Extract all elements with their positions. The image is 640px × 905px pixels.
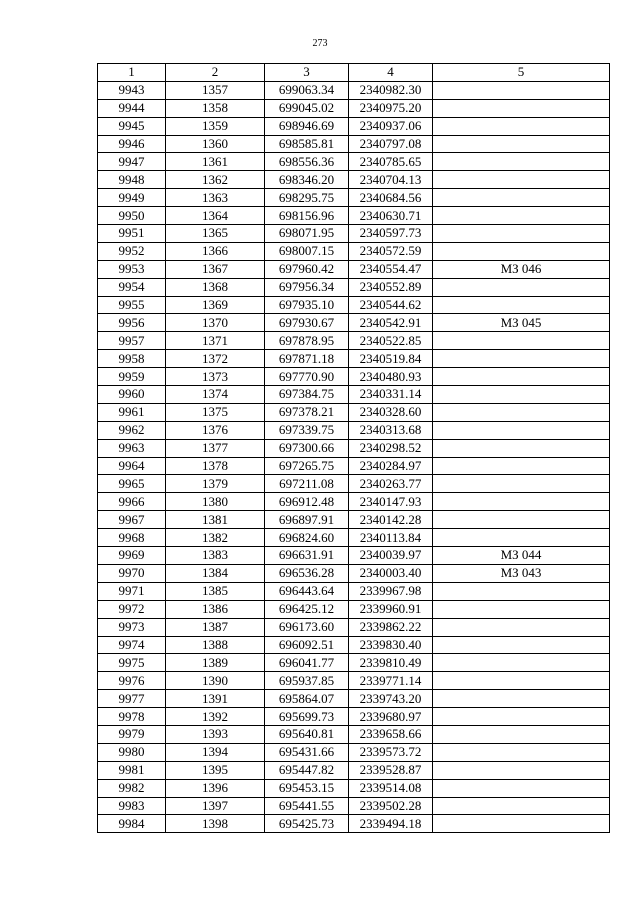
y-coordinate-cell: 2339680.97 <box>349 708 433 726</box>
sequence-number-cell: 1360 <box>166 135 265 153</box>
sequence-number-cell: 1381 <box>166 511 265 529</box>
sequence-number-cell: 1386 <box>166 600 265 618</box>
note-cell <box>433 708 610 726</box>
sequence-number-cell: 1392 <box>166 708 265 726</box>
sequence-number-cell: 1366 <box>166 242 265 260</box>
table-row <box>98 350 610 368</box>
y-coordinate-cell: 2339862.22 <box>349 618 433 636</box>
point-number-cell: 9971 <box>98 582 166 600</box>
table-row <box>98 708 610 726</box>
table-row <box>98 332 610 350</box>
point-number-cell: 9955 <box>98 296 166 314</box>
point-number-cell: 9948 <box>98 171 166 189</box>
note-cell <box>433 529 610 547</box>
note-cell <box>433 743 610 761</box>
table-row <box>98 672 610 690</box>
note-cell <box>433 618 610 636</box>
point-number-cell: 9943 <box>98 81 166 99</box>
point-number-cell: 9951 <box>98 225 166 243</box>
y-coordinate-cell: 2339528.87 <box>349 761 433 779</box>
table-row <box>98 493 610 511</box>
x-coordinate-cell: 695864.07 <box>265 690 349 708</box>
table-row <box>98 725 610 743</box>
column-header-5: 5 <box>433 64 610 82</box>
sequence-number-cell: 1362 <box>166 171 265 189</box>
point-number-cell: 9964 <box>98 457 166 475</box>
sequence-number-cell: 1361 <box>166 153 265 171</box>
note-cell <box>433 99 610 117</box>
y-coordinate-cell: 2340331.14 <box>349 386 433 404</box>
note-cell <box>433 797 610 815</box>
point-number-cell: 9962 <box>98 421 166 439</box>
column-header-4: 4 <box>349 64 433 82</box>
x-coordinate-cell: 698556.36 <box>265 153 349 171</box>
sequence-number-cell: 1388 <box>166 636 265 654</box>
y-coordinate-cell: 2340544.62 <box>349 296 433 314</box>
point-number-cell: 9983 <box>98 797 166 815</box>
x-coordinate-cell: 697265.75 <box>265 457 349 475</box>
sequence-number-cell: 1358 <box>166 99 265 117</box>
note-cell <box>433 690 610 708</box>
note-cell <box>433 779 610 797</box>
table-row <box>98 439 610 457</box>
table-row <box>98 242 610 260</box>
x-coordinate-cell: 695441.55 <box>265 797 349 815</box>
x-coordinate-cell: 697211.08 <box>265 475 349 493</box>
sequence-number-cell: 1380 <box>166 493 265 511</box>
x-coordinate-cell: 695453.15 <box>265 779 349 797</box>
point-number-cell: 9960 <box>98 386 166 404</box>
sequence-number-cell: 1376 <box>166 421 265 439</box>
note-cell <box>433 242 610 260</box>
table-row <box>98 457 610 475</box>
x-coordinate-cell: 698585.81 <box>265 135 349 153</box>
y-coordinate-cell: 2339771.14 <box>349 672 433 690</box>
x-coordinate-cell: 696824.60 <box>265 529 349 547</box>
y-coordinate-cell: 2340522.85 <box>349 332 433 350</box>
note-cell <box>433 332 610 350</box>
sequence-number-cell: 1391 <box>166 690 265 708</box>
point-number-cell: 9978 <box>98 708 166 726</box>
sequence-number-cell: 1367 <box>166 260 265 278</box>
sequence-number-cell: 1382 <box>166 529 265 547</box>
x-coordinate-cell: 697300.66 <box>265 439 349 457</box>
note-cell: МЗ 043 <box>433 564 610 582</box>
table-row <box>98 296 610 314</box>
table-row <box>98 618 610 636</box>
note-cell <box>433 171 610 189</box>
x-coordinate-cell: 699045.02 <box>265 99 349 117</box>
y-coordinate-cell: 2340572.59 <box>349 242 433 260</box>
point-number-cell: 9961 <box>98 403 166 421</box>
point-number-cell: 9959 <box>98 368 166 386</box>
x-coordinate-cell: 698007.15 <box>265 242 349 260</box>
note-cell <box>433 117 610 135</box>
sequence-number-cell: 1377 <box>166 439 265 457</box>
point-number-cell: 9950 <box>98 207 166 225</box>
note-cell: МЗ 044 <box>433 547 610 565</box>
y-coordinate-cell: 2340313.68 <box>349 421 433 439</box>
note-cell <box>433 421 610 439</box>
table-row <box>98 779 610 797</box>
point-number-cell: 9973 <box>98 618 166 636</box>
x-coordinate-cell: 695640.81 <box>265 725 349 743</box>
column-header-3: 3 <box>265 64 349 82</box>
sequence-number-cell: 1364 <box>166 207 265 225</box>
x-coordinate-cell: 697935.10 <box>265 296 349 314</box>
table-row <box>98 743 610 761</box>
point-number-cell: 9981 <box>98 761 166 779</box>
sequence-number-cell: 1357 <box>166 81 265 99</box>
x-coordinate-cell: 695447.82 <box>265 761 349 779</box>
table-row <box>98 511 610 529</box>
table-row <box>98 314 610 332</box>
page-number: 273 <box>312 38 328 49</box>
y-coordinate-cell: 2340797.08 <box>349 135 433 153</box>
y-coordinate-cell: 2340284.97 <box>349 457 433 475</box>
note-cell <box>433 350 610 368</box>
point-number-cell: 9984 <box>98 815 166 833</box>
sequence-number-cell: 1378 <box>166 457 265 475</box>
table-row <box>98 797 610 815</box>
y-coordinate-cell: 2340147.93 <box>349 493 433 511</box>
sequence-number-cell: 1398 <box>166 815 265 833</box>
point-number-cell: 9949 <box>98 189 166 207</box>
y-coordinate-cell: 2339658.66 <box>349 725 433 743</box>
y-coordinate-cell: 2340480.93 <box>349 368 433 386</box>
sequence-number-cell: 1372 <box>166 350 265 368</box>
note-cell <box>433 582 610 600</box>
note-cell <box>433 600 610 618</box>
y-coordinate-cell: 2339967.98 <box>349 582 433 600</box>
table-row <box>98 761 610 779</box>
table-body <box>98 81 610 832</box>
note-cell <box>433 403 610 421</box>
sequence-number-cell: 1379 <box>166 475 265 493</box>
table-row <box>98 171 610 189</box>
point-number-cell: 9976 <box>98 672 166 690</box>
note-cell <box>433 511 610 529</box>
sequence-number-cell: 1368 <box>166 278 265 296</box>
note-cell <box>433 439 610 457</box>
table-row <box>98 815 610 833</box>
x-coordinate-cell: 695699.73 <box>265 708 349 726</box>
x-coordinate-cell: 697339.75 <box>265 421 349 439</box>
table-row <box>98 475 610 493</box>
point-number-cell: 9979 <box>98 725 166 743</box>
y-coordinate-cell: 2340003.40 <box>349 564 433 582</box>
point-number-cell: 9968 <box>98 529 166 547</box>
x-coordinate-cell: 697871.18 <box>265 350 349 368</box>
sequence-number-cell: 1370 <box>166 314 265 332</box>
note-cell: МЗ 046 <box>433 260 610 278</box>
table-row <box>98 403 610 421</box>
point-number-cell: 9972 <box>98 600 166 618</box>
x-coordinate-cell: 696041.77 <box>265 654 349 672</box>
coordinates-table <box>97 63 610 833</box>
sequence-number-cell: 1390 <box>166 672 265 690</box>
y-coordinate-cell: 2339514.08 <box>349 779 433 797</box>
point-number-cell: 9977 <box>98 690 166 708</box>
point-number-cell: 9969 <box>98 547 166 565</box>
sequence-number-cell: 1387 <box>166 618 265 636</box>
y-coordinate-cell: 2339502.28 <box>349 797 433 815</box>
x-coordinate-cell: 695937.85 <box>265 672 349 690</box>
point-number-cell: 9945 <box>98 117 166 135</box>
y-coordinate-cell: 2340630.71 <box>349 207 433 225</box>
x-coordinate-cell: 696425.12 <box>265 600 349 618</box>
sequence-number-cell: 1375 <box>166 403 265 421</box>
point-number-cell: 9982 <box>98 779 166 797</box>
table-row <box>98 207 610 225</box>
x-coordinate-cell: 697770.90 <box>265 368 349 386</box>
note-cell: МЗ 045 <box>433 314 610 332</box>
table-row <box>98 654 610 672</box>
x-coordinate-cell: 698295.75 <box>265 189 349 207</box>
note-cell <box>433 278 610 296</box>
sequence-number-cell: 1394 <box>166 743 265 761</box>
point-number-cell: 9966 <box>98 493 166 511</box>
y-coordinate-cell: 2340113.84 <box>349 529 433 547</box>
note-cell <box>433 296 610 314</box>
table-row <box>98 582 610 600</box>
point-number-cell: 9963 <box>98 439 166 457</box>
column-header-1: 1 <box>98 64 166 82</box>
sequence-number-cell: 1374 <box>166 386 265 404</box>
y-coordinate-cell: 2340552.89 <box>349 278 433 296</box>
y-coordinate-cell: 2340982.30 <box>349 81 433 99</box>
x-coordinate-cell: 698346.20 <box>265 171 349 189</box>
x-coordinate-cell: 697878.95 <box>265 332 349 350</box>
table-row <box>98 368 610 386</box>
note-cell <box>433 135 610 153</box>
table-row <box>98 260 610 278</box>
note-cell <box>433 189 610 207</box>
point-number-cell: 9975 <box>98 654 166 672</box>
note-cell <box>433 725 610 743</box>
table-header-row <box>98 64 610 82</box>
note-cell <box>433 457 610 475</box>
x-coordinate-cell: 696897.91 <box>265 511 349 529</box>
x-coordinate-cell: 698071.95 <box>265 225 349 243</box>
x-coordinate-cell: 696536.28 <box>265 564 349 582</box>
sequence-number-cell: 1395 <box>166 761 265 779</box>
y-coordinate-cell: 2339810.49 <box>349 654 433 672</box>
y-coordinate-cell: 2340684.56 <box>349 189 433 207</box>
y-coordinate-cell: 2340785.65 <box>349 153 433 171</box>
sequence-number-cell: 1369 <box>166 296 265 314</box>
y-coordinate-cell: 2339830.40 <box>349 636 433 654</box>
note-cell <box>433 815 610 833</box>
table-row <box>98 529 610 547</box>
table-row <box>98 600 610 618</box>
table-row <box>98 81 610 99</box>
sequence-number-cell: 1397 <box>166 797 265 815</box>
note-cell <box>433 636 610 654</box>
x-coordinate-cell: 696092.51 <box>265 636 349 654</box>
table-row <box>98 99 610 117</box>
y-coordinate-cell: 2340937.06 <box>349 117 433 135</box>
sequence-number-cell: 1385 <box>166 582 265 600</box>
table-row <box>98 690 610 708</box>
note-cell <box>433 368 610 386</box>
x-coordinate-cell: 697378.21 <box>265 403 349 421</box>
table-row <box>98 189 610 207</box>
point-number-cell: 9953 <box>98 260 166 278</box>
sequence-number-cell: 1371 <box>166 332 265 350</box>
y-coordinate-cell: 2339494.18 <box>349 815 433 833</box>
point-number-cell: 9967 <box>98 511 166 529</box>
point-number-cell: 9946 <box>98 135 166 153</box>
y-coordinate-cell: 2339743.20 <box>349 690 433 708</box>
point-number-cell: 9944 <box>98 99 166 117</box>
note-cell <box>433 225 610 243</box>
note-cell <box>433 654 610 672</box>
y-coordinate-cell: 2340975.20 <box>349 99 433 117</box>
sequence-number-cell: 1389 <box>166 654 265 672</box>
x-coordinate-cell: 698156.96 <box>265 207 349 225</box>
x-coordinate-cell: 697956.34 <box>265 278 349 296</box>
table-row <box>98 636 610 654</box>
note-cell <box>433 672 610 690</box>
x-coordinate-cell: 697930.67 <box>265 314 349 332</box>
table-row <box>98 117 610 135</box>
table-row <box>98 225 610 243</box>
point-number-cell: 9956 <box>98 314 166 332</box>
x-coordinate-cell: 697960.42 <box>265 260 349 278</box>
y-coordinate-cell: 2340542.91 <box>349 314 433 332</box>
y-coordinate-cell: 2340328.60 <box>349 403 433 421</box>
table-row <box>98 421 610 439</box>
y-coordinate-cell: 2339573.72 <box>349 743 433 761</box>
note-cell <box>433 386 610 404</box>
note-cell <box>433 493 610 511</box>
point-number-cell: 9980 <box>98 743 166 761</box>
sequence-number-cell: 1365 <box>166 225 265 243</box>
point-number-cell: 9954 <box>98 278 166 296</box>
note-cell <box>433 475 610 493</box>
column-header-2: 2 <box>166 64 265 82</box>
x-coordinate-cell: 698946.69 <box>265 117 349 135</box>
x-coordinate-cell: 699063.34 <box>265 81 349 99</box>
point-number-cell: 9974 <box>98 636 166 654</box>
y-coordinate-cell: 2340298.52 <box>349 439 433 457</box>
point-number-cell: 9958 <box>98 350 166 368</box>
table-row <box>98 547 610 565</box>
y-coordinate-cell: 2340039.97 <box>349 547 433 565</box>
x-coordinate-cell: 695431.66 <box>265 743 349 761</box>
point-number-cell: 9970 <box>98 564 166 582</box>
table-row <box>98 278 610 296</box>
note-cell <box>433 207 610 225</box>
table-row <box>98 386 610 404</box>
sequence-number-cell: 1384 <box>166 564 265 582</box>
y-coordinate-cell: 2340519.84 <box>349 350 433 368</box>
note-cell <box>433 81 610 99</box>
sequence-number-cell: 1393 <box>166 725 265 743</box>
table-row <box>98 564 610 582</box>
x-coordinate-cell: 695425.73 <box>265 815 349 833</box>
y-coordinate-cell: 2340704.13 <box>349 171 433 189</box>
sequence-number-cell: 1359 <box>166 117 265 135</box>
y-coordinate-cell: 2339960.91 <box>349 600 433 618</box>
x-coordinate-cell: 696443.64 <box>265 582 349 600</box>
x-coordinate-cell: 696173.60 <box>265 618 349 636</box>
table-row <box>98 135 610 153</box>
y-coordinate-cell: 2340554.47 <box>349 260 433 278</box>
x-coordinate-cell: 697384.75 <box>265 386 349 404</box>
y-coordinate-cell: 2340142.28 <box>349 511 433 529</box>
y-coordinate-cell: 2340597.73 <box>349 225 433 243</box>
point-number-cell: 9947 <box>98 153 166 171</box>
sequence-number-cell: 1396 <box>166 779 265 797</box>
point-number-cell: 9952 <box>98 242 166 260</box>
sequence-number-cell: 1373 <box>166 368 265 386</box>
point-number-cell: 9957 <box>98 332 166 350</box>
note-cell <box>433 761 610 779</box>
note-cell <box>433 153 610 171</box>
sequence-number-cell: 1383 <box>166 547 265 565</box>
x-coordinate-cell: 696631.91 <box>265 547 349 565</box>
y-coordinate-cell: 2340263.77 <box>349 475 433 493</box>
sequence-number-cell: 1363 <box>166 189 265 207</box>
x-coordinate-cell: 696912.48 <box>265 493 349 511</box>
point-number-cell: 9965 <box>98 475 166 493</box>
table-row <box>98 153 610 171</box>
